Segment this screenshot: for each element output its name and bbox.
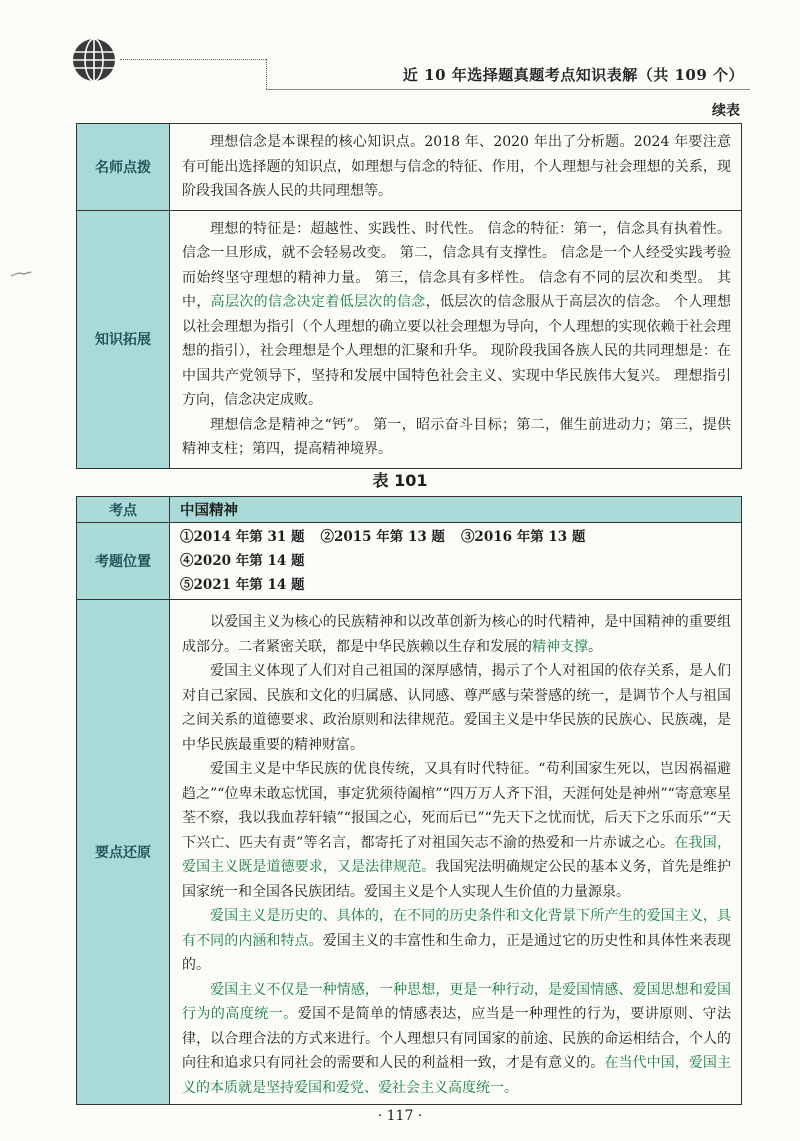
paragraph-text: 理想信念是精神之“钙”。 第一，昭示奋斗目标；第二，催生前进动力；第三，提供精神支柱；第四，提高精神境界。 <box>182 416 731 457</box>
paragraph <box>182 413 731 462</box>
page-number: · 117 · <box>377 1108 423 1124</box>
paragraph <box>182 130 731 204</box>
continued-table <box>76 123 742 469</box>
table-caption: 表 101 <box>372 471 428 490</box>
row-label-key-points: 要点还原 <box>77 600 170 1105</box>
teacher-tips-paragraphs <box>182 130 731 204</box>
exam-position-item: ①2014 年第 31 题 <box>180 529 305 545</box>
paragraph-text: 理想的特征是：超越性、实践性、时代性。 信念的特征：第一，信念具有执着性。 信念一旦形成，就不会轻易改变。 第二，信念具有支撑性。 信念是一个人经受实践考验而始终坚守理想的精神力量。 第三，信念具有多样性。 信念有不同的层次和类型。 其中， <box>182 220 731 310</box>
header-divider <box>266 89 750 90</box>
highlighted-text: 在当代中国，爱国主义的本质就是坚持爱国和爱党、爱社会主义高度统一。 <box>182 1055 732 1096</box>
topic-value: 中国精神 <box>170 497 742 523</box>
highlighted-text: 精神支撑 <box>532 638 588 655</box>
exam-position-item: ④2020 年第 14 题 <box>180 553 305 569</box>
knowledge-extension-content <box>170 210 742 468</box>
exam-position-item: ②2015 年第 13 题 <box>320 529 445 545</box>
table-row-teacher-tips <box>77 124 742 211</box>
highlighted-text: 爱国主义不仅是一种情感，一种思想，更是一种行动，是爱国情感、爱国思想和爱国行为的高度统一。 <box>182 981 731 1022</box>
exam-position-item: ⑤2021 年第 14 题 <box>180 577 305 593</box>
paragraph-text: 以爱国主义为核心的民族精神和以改革创新为核心的时代精神，是中国精神的重要组成部分。二者紧密关联，都是中华民族赖以生存和发展的 <box>182 614 731 655</box>
paragraph-text: 爱国主义是中华民族的优良传统，又具有时代特征。“苟利国家生死以，岂因祸福避趋之”“位卑未敢忘忧国，事定犹须待阖棺”“四万万人齐下泪，天涯何处是神州”“寄意寒星荃不察，我以我血荐轩辕”“报国之心，死而后已”“先天下之忧而忧，后天下之乐而乐”“天下兴亡、匹夫有责”等名言，都寄托了对祖国矢志不渝的热爱和一片赤诚之心。 <box>182 761 731 851</box>
highlighted-text: 爱国主义是历史的、具体的，在不同的历史条件和文化背景下所产生的爱国主义，具有不同的内涵和特点。 <box>182 908 731 949</box>
table-row-key-points <box>77 600 742 1105</box>
exam-positions-list <box>170 523 742 600</box>
paragraph <box>182 217 731 413</box>
exam-position-item: ③2016 年第 13 题 <box>460 529 586 545</box>
table-row-topic <box>77 497 742 523</box>
row-label-topic: 考点 <box>77 497 170 523</box>
row-label-teacher-tips: 名师点拨 <box>77 124 170 211</box>
scan-edge-mark <box>10 270 32 278</box>
table-101 <box>76 496 742 1105</box>
paragraph <box>182 757 731 904</box>
continued-label: 续表 <box>712 103 740 119</box>
key-points-content <box>170 600 742 1105</box>
row-label-knowledge-extension: 知识拓展 <box>77 210 170 468</box>
paragraph-text: ，低层次的信念服从于高层次的信念。 个人理想以社会理想为指引（个人理想的确立要以社会理想为导向，个人理想的实现依赖于社会理想的指引），社会理想是个人理想的汇聚和升华。 现阶段我国各族人民的共同理想是：在中国共产党领导下，坚持和发展中国特色社会主义、实现中华民族伟大复兴。 理想指引方向，信念决定成败。 <box>182 294 732 408</box>
paragraph <box>182 978 731 1101</box>
running-header-title: 近 10 年选择题真题考点知识表解（共 109 个） <box>402 66 744 84</box>
table-row-knowledge-extension <box>77 210 742 468</box>
paragraph <box>182 904 731 978</box>
globe-logo-icon <box>70 36 118 84</box>
paragraph-text: 爱国主义体现了人们对自己祖国的深厚感情，揭示了个人对祖国的依存关系，是人们对自己家园、民族和文化的归属感、认同感、尊严感与荣誉感的统一，是调节个人与祖国之间关系的道德要求、政治原则和法律规范。爱国主义是中华民族的民族心、民族魂，是中华民族最重要的精神财富。 <box>182 663 731 753</box>
table-row-exam-positions <box>77 523 742 600</box>
paragraph-text: 理想信念是本课程的核心知识点。2018 年、2020 年出了分析题。2024 年要注意有可能出选择题的知识点，如理想与信念的特征、作用，个人理想与社会理想的关系，现阶段我国各族人民的共同理想等。 <box>182 134 731 199</box>
highlighted-text: 高层次的信念决定着低层次的信念 <box>210 294 426 310</box>
key-points-paragraphs <box>182 610 731 1100</box>
paragraph <box>182 659 731 757</box>
teacher-tips-content <box>170 124 742 211</box>
knowledge-extension-paragraphs <box>182 217 731 462</box>
paragraph <box>182 610 731 659</box>
header-dotted-rule <box>120 59 266 60</box>
header-dotted-rule-vertical <box>266 59 267 89</box>
paragraph-text: 。 <box>588 638 602 655</box>
row-label-exam-positions: 考题位置 <box>77 523 170 600</box>
paragraph-text: 我国宪法明确规定公民的基本义务，首先是维护国家统一和全国各民族团结。爱国主义是个人实现人生价值的力量源泉。 <box>182 859 731 900</box>
highlighted-text: 在我国，爱国主义既是道德要求，又是法律规范。 <box>182 834 732 875</box>
paragraph-text: 爱国不是简单的情感表达，应当是一种理性的行为，要讲原则、守法律，以合理合法的方式来进行。个人理想只有同国家的前途、民族的命运相结合，个人的向往和追求只有同社会的需要和人民的利益相一致，才是有意义的。 <box>182 1006 732 1071</box>
paragraph-text: 爱国主义的丰富性和生命力，正是通过它的历史性和具体性来表现的。 <box>182 932 732 973</box>
